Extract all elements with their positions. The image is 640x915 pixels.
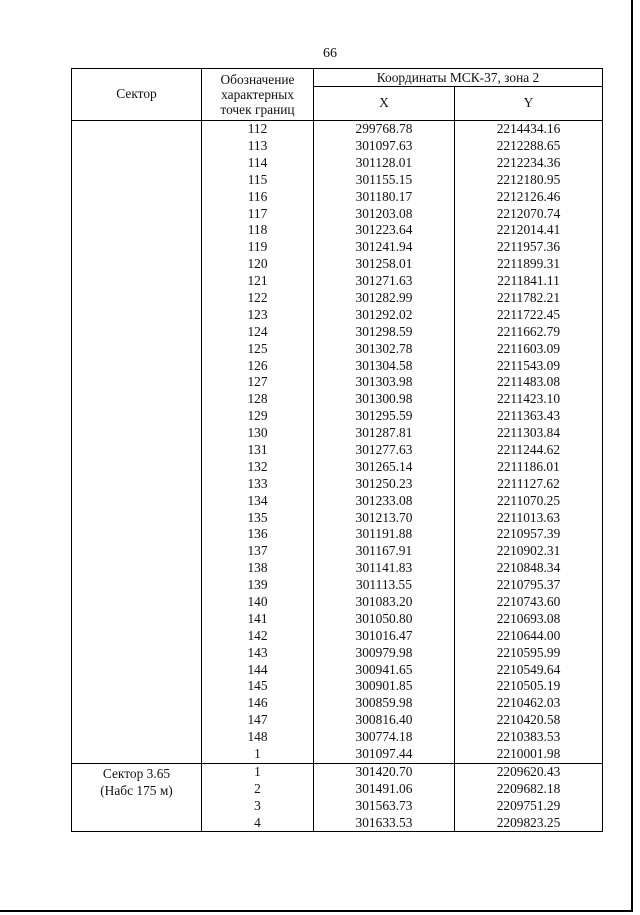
point-cell: 139 bbox=[202, 577, 314, 594]
point-cell: 141 bbox=[202, 611, 314, 628]
x-coordinate-cell: 301097.44 bbox=[314, 746, 455, 763]
y-coordinate-cell: 2210795.37 bbox=[455, 577, 603, 594]
y-coordinate-cell: 2212288.65 bbox=[455, 138, 603, 155]
x-coordinate-cell: 300901.85 bbox=[314, 678, 455, 695]
y-coordinate-cell: 2211363.43 bbox=[455, 408, 603, 425]
x-coordinate-cell: 301223.64 bbox=[314, 222, 455, 239]
x-coordinate-cell: 301050.80 bbox=[314, 611, 455, 628]
y-coordinate-cell: 2211127.62 bbox=[455, 476, 603, 493]
x-coordinate-cell: 301083.20 bbox=[314, 594, 455, 611]
point-cell: 137 bbox=[202, 543, 314, 560]
x-coordinate-cell: 301277.63 bbox=[314, 442, 455, 459]
y-coordinate-cell: 2210644.00 bbox=[455, 628, 603, 645]
point-cell: 147 bbox=[202, 712, 314, 729]
x-coordinate-cell: 301016.47 bbox=[314, 628, 455, 645]
y-coordinate-cell: 2210383.53 bbox=[455, 729, 603, 746]
y-coordinate-cell: 2210848.34 bbox=[455, 560, 603, 577]
point-cell: 140 bbox=[202, 594, 314, 611]
x-coordinate-cell: 301258.01 bbox=[314, 256, 455, 273]
header-point-designation bbox=[202, 69, 314, 121]
point-cell: 1 bbox=[202, 746, 314, 763]
point-cell: 138 bbox=[202, 560, 314, 577]
x-coordinate-cell: 300979.98 bbox=[314, 645, 455, 662]
y-coordinate-cell: 2211013.63 bbox=[455, 509, 603, 526]
y-coordinate-cell: 2211186.01 bbox=[455, 459, 603, 476]
y-coordinate-cell: 2209620.43 bbox=[455, 763, 603, 780]
point-cell: 114 bbox=[202, 155, 314, 172]
point-cell: 116 bbox=[202, 189, 314, 206]
x-coordinate-cell: 301241.94 bbox=[314, 239, 455, 256]
point-cell: 4 bbox=[202, 815, 314, 832]
point-cell: 142 bbox=[202, 628, 314, 645]
point-cell: 134 bbox=[202, 493, 314, 510]
x-coordinate-cell: 301292.02 bbox=[314, 307, 455, 324]
x-coordinate-cell: 300774.18 bbox=[314, 729, 455, 746]
point-cell: 133 bbox=[202, 476, 314, 493]
x-coordinate-cell: 301233.08 bbox=[314, 493, 455, 510]
y-coordinate-cell: 2212070.74 bbox=[455, 205, 603, 222]
sector-label-line1: Сектор 3.65 bbox=[102, 765, 171, 781]
table-row bbox=[72, 763, 603, 780]
y-coordinate-cell: 2210549.64 bbox=[455, 662, 603, 679]
y-coordinate-cell: 2211957.36 bbox=[455, 239, 603, 256]
point-cell: 3 bbox=[202, 798, 314, 815]
point-cell: 119 bbox=[202, 239, 314, 256]
sector-cell bbox=[72, 763, 202, 832]
point-cell: 117 bbox=[202, 205, 314, 222]
header-point-line3: точек границ bbox=[220, 102, 295, 117]
point-cell: 148 bbox=[202, 729, 314, 746]
point-cell: 124 bbox=[202, 324, 314, 341]
x-coordinate-cell: 301155.15 bbox=[314, 172, 455, 189]
y-coordinate-cell: 2211303.84 bbox=[455, 425, 603, 442]
point-cell: 143 bbox=[202, 645, 314, 662]
x-coordinate-cell: 301113.55 bbox=[314, 577, 455, 594]
header-coordinates: Координаты МСК-37, зона 2 bbox=[314, 69, 603, 87]
x-coordinate-cell: 301303.98 bbox=[314, 374, 455, 391]
y-coordinate-cell: 2212180.95 bbox=[455, 172, 603, 189]
y-coordinate-cell: 2210957.39 bbox=[455, 526, 603, 543]
point-cell: 146 bbox=[202, 695, 314, 712]
x-coordinate-cell: 301287.81 bbox=[314, 425, 455, 442]
point-cell: 130 bbox=[202, 425, 314, 442]
point-cell: 115 bbox=[202, 172, 314, 189]
sector-cell bbox=[72, 121, 202, 764]
x-coordinate-cell: 301265.14 bbox=[314, 459, 455, 476]
y-coordinate-cell: 2211899.31 bbox=[455, 256, 603, 273]
point-cell: 131 bbox=[202, 442, 314, 459]
y-coordinate-cell: 2211662.79 bbox=[455, 324, 603, 341]
header-sector: Сектор bbox=[72, 69, 202, 121]
y-coordinate-cell: 2210902.31 bbox=[455, 543, 603, 560]
x-coordinate-cell: 301097.63 bbox=[314, 138, 455, 155]
header-point-line1: Обозначение bbox=[220, 72, 295, 87]
x-coordinate-cell: 300816.40 bbox=[314, 712, 455, 729]
y-coordinate-cell: 2210505.19 bbox=[455, 678, 603, 695]
x-coordinate-cell: 301300.98 bbox=[314, 391, 455, 408]
point-cell: 135 bbox=[202, 509, 314, 526]
x-coordinate-cell: 301420.70 bbox=[314, 763, 455, 780]
x-coordinate-cell: 301282.99 bbox=[314, 290, 455, 307]
y-coordinate-cell: 2210595.99 bbox=[455, 645, 603, 662]
page-number: 66 bbox=[323, 46, 337, 61]
x-coordinate-cell: 301141.83 bbox=[314, 560, 455, 577]
coordinates-table-body bbox=[72, 121, 603, 832]
y-coordinate-cell: 2210462.03 bbox=[455, 695, 603, 712]
y-coordinate-cell: 2210001.98 bbox=[455, 746, 603, 763]
x-coordinate-cell: 301128.01 bbox=[314, 155, 455, 172]
x-coordinate-cell: 301191.88 bbox=[314, 526, 455, 543]
x-coordinate-cell: 299768.78 bbox=[314, 121, 455, 138]
y-coordinate-cell: 2210743.60 bbox=[455, 594, 603, 611]
point-cell: 2 bbox=[202, 781, 314, 798]
point-cell: 1 bbox=[202, 763, 314, 780]
point-cell: 118 bbox=[202, 222, 314, 239]
y-coordinate-cell: 2210693.08 bbox=[455, 611, 603, 628]
sector-label-line2: (Набс 175 м) bbox=[100, 782, 173, 798]
x-coordinate-cell: 301180.17 bbox=[314, 189, 455, 206]
y-coordinate-cell: 2211244.62 bbox=[455, 442, 603, 459]
point-cell: 125 bbox=[202, 341, 314, 358]
point-cell: 126 bbox=[202, 357, 314, 374]
y-coordinate-cell: 2212126.46 bbox=[455, 189, 603, 206]
table-row bbox=[72, 121, 603, 138]
y-coordinate-cell: 2209751.29 bbox=[455, 798, 603, 815]
x-coordinate-cell: 301295.59 bbox=[314, 408, 455, 425]
x-coordinate-cell: 301633.53 bbox=[314, 815, 455, 832]
point-cell: 132 bbox=[202, 459, 314, 476]
point-cell: 120 bbox=[202, 256, 314, 273]
point-cell: 122 bbox=[202, 290, 314, 307]
point-cell: 128 bbox=[202, 391, 314, 408]
x-coordinate-cell: 301203.08 bbox=[314, 205, 455, 222]
header-x: X bbox=[314, 87, 455, 121]
x-coordinate-cell: 301491.06 bbox=[314, 781, 455, 798]
point-cell: 136 bbox=[202, 526, 314, 543]
point-cell: 127 bbox=[202, 374, 314, 391]
x-coordinate-cell: 301304.58 bbox=[314, 357, 455, 374]
y-coordinate-cell: 2211603.09 bbox=[455, 341, 603, 358]
y-coordinate-cell: 2211841.11 bbox=[455, 273, 603, 290]
y-coordinate-cell: 2211423.10 bbox=[455, 391, 603, 408]
y-coordinate-cell: 2211722.45 bbox=[455, 307, 603, 324]
y-coordinate-cell: 2211543.09 bbox=[455, 357, 603, 374]
x-coordinate-cell: 301298.59 bbox=[314, 324, 455, 341]
y-coordinate-cell: 2212234.36 bbox=[455, 155, 603, 172]
y-coordinate-cell: 2212014.41 bbox=[455, 222, 603, 239]
point-cell: 123 bbox=[202, 307, 314, 324]
point-cell: 113 bbox=[202, 138, 314, 155]
y-coordinate-cell: 2210420.58 bbox=[455, 712, 603, 729]
x-coordinate-cell: 301563.73 bbox=[314, 798, 455, 815]
point-cell: 145 bbox=[202, 678, 314, 695]
point-cell: 121 bbox=[202, 273, 314, 290]
x-coordinate-cell: 301250.23 bbox=[314, 476, 455, 493]
header-point-line2: характерных bbox=[221, 87, 294, 102]
coordinates-table bbox=[71, 68, 603, 832]
point-cell: 144 bbox=[202, 662, 314, 679]
y-coordinate-cell: 2211070.25 bbox=[455, 493, 603, 510]
y-coordinate-cell: 2211782.21 bbox=[455, 290, 603, 307]
point-cell: 112 bbox=[202, 121, 314, 138]
x-coordinate-cell: 301302.78 bbox=[314, 341, 455, 358]
x-coordinate-cell: 300859.98 bbox=[314, 695, 455, 712]
y-coordinate-cell: 2214434.16 bbox=[455, 121, 603, 138]
x-coordinate-cell: 301271.63 bbox=[314, 273, 455, 290]
x-coordinate-cell: 301167.91 bbox=[314, 543, 455, 560]
x-coordinate-cell: 300941.65 bbox=[314, 662, 455, 679]
header-y: Y bbox=[455, 87, 603, 121]
y-coordinate-cell: 2209682.18 bbox=[455, 781, 603, 798]
x-coordinate-cell: 301213.70 bbox=[314, 509, 455, 526]
point-cell: 129 bbox=[202, 408, 314, 425]
y-coordinate-cell: 2209823.25 bbox=[455, 815, 603, 832]
y-coordinate-cell: 2211483.08 bbox=[455, 374, 603, 391]
